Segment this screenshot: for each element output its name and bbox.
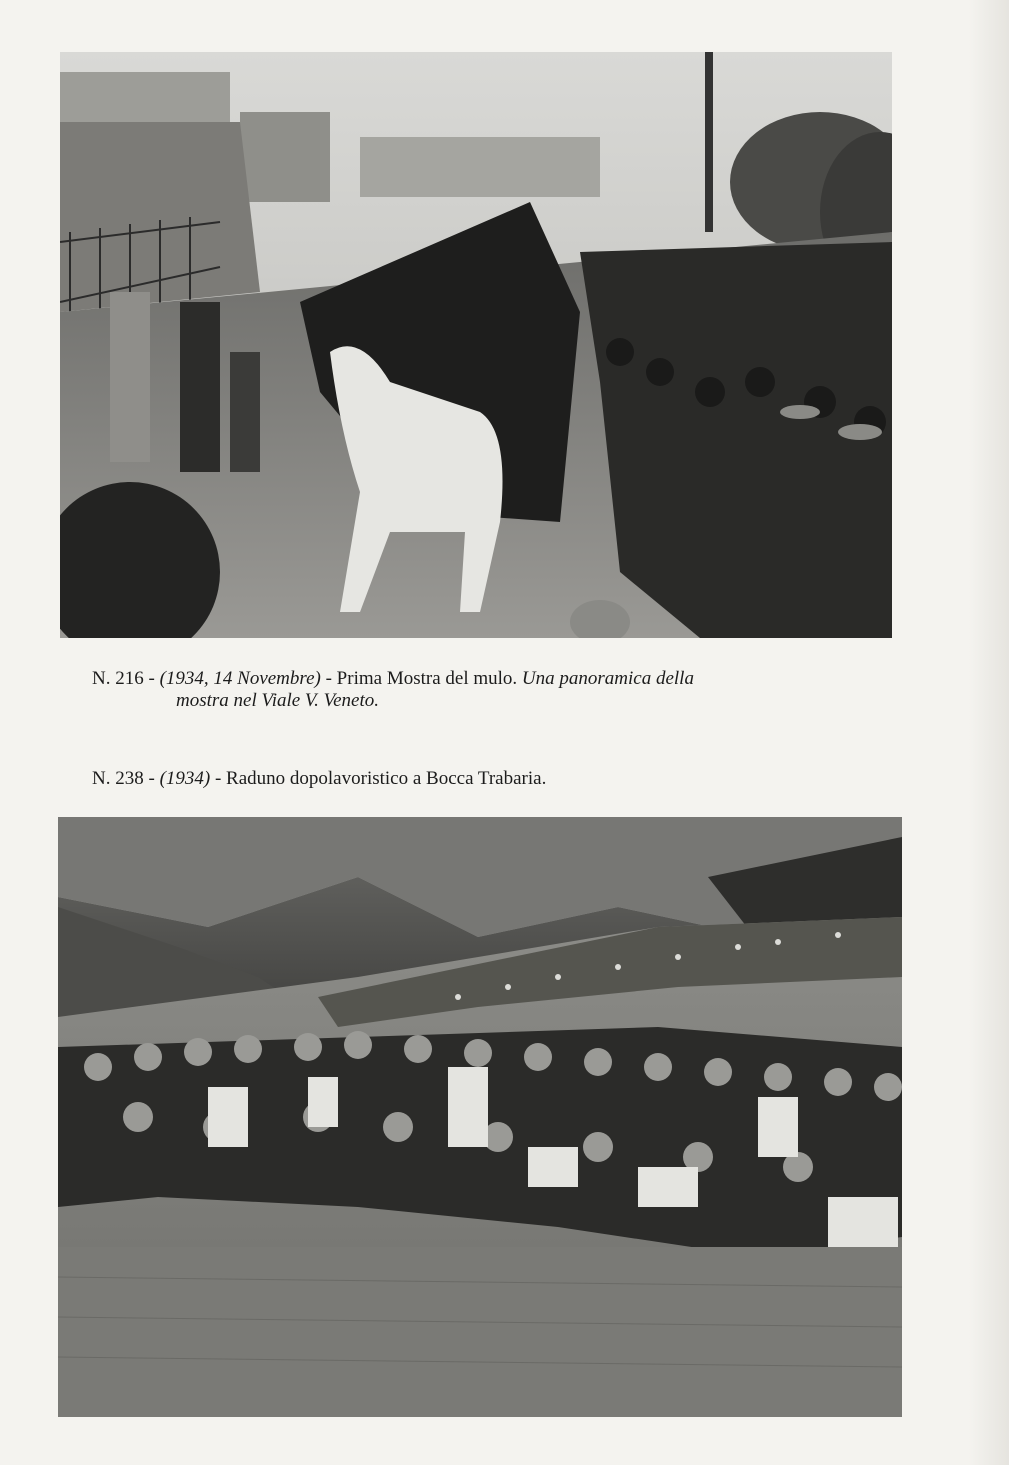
photo-mule-exhibition (60, 52, 892, 638)
caption-216-date: (1934, 14 Novembre) (159, 668, 321, 689)
caption-216-desc-line2: mostra nel Viale V. Veneto. (176, 690, 379, 711)
caption-238-title: - Raduno dopolavoristico a Bocca Trabaria. (210, 768, 547, 789)
caption-238-number: N. 238 - (92, 768, 160, 789)
caption-photo-216 (92, 668, 872, 712)
caption-216-desc-line1: Una panoramica della (521, 668, 694, 689)
photo-bocca-trabaria-gathering-image (58, 817, 902, 1417)
page-edge-shadow (969, 0, 1009, 1465)
caption-238-date: (1934) (159, 768, 211, 789)
photo-mule-exhibition-image (60, 52, 892, 638)
photo-bocca-trabaria-gathering (58, 817, 902, 1417)
caption-216-number: N. 216 - (92, 668, 160, 689)
caption-216-title: - Prima Mostra del mulo. (320, 668, 522, 689)
caption-photo-238 (92, 768, 872, 790)
